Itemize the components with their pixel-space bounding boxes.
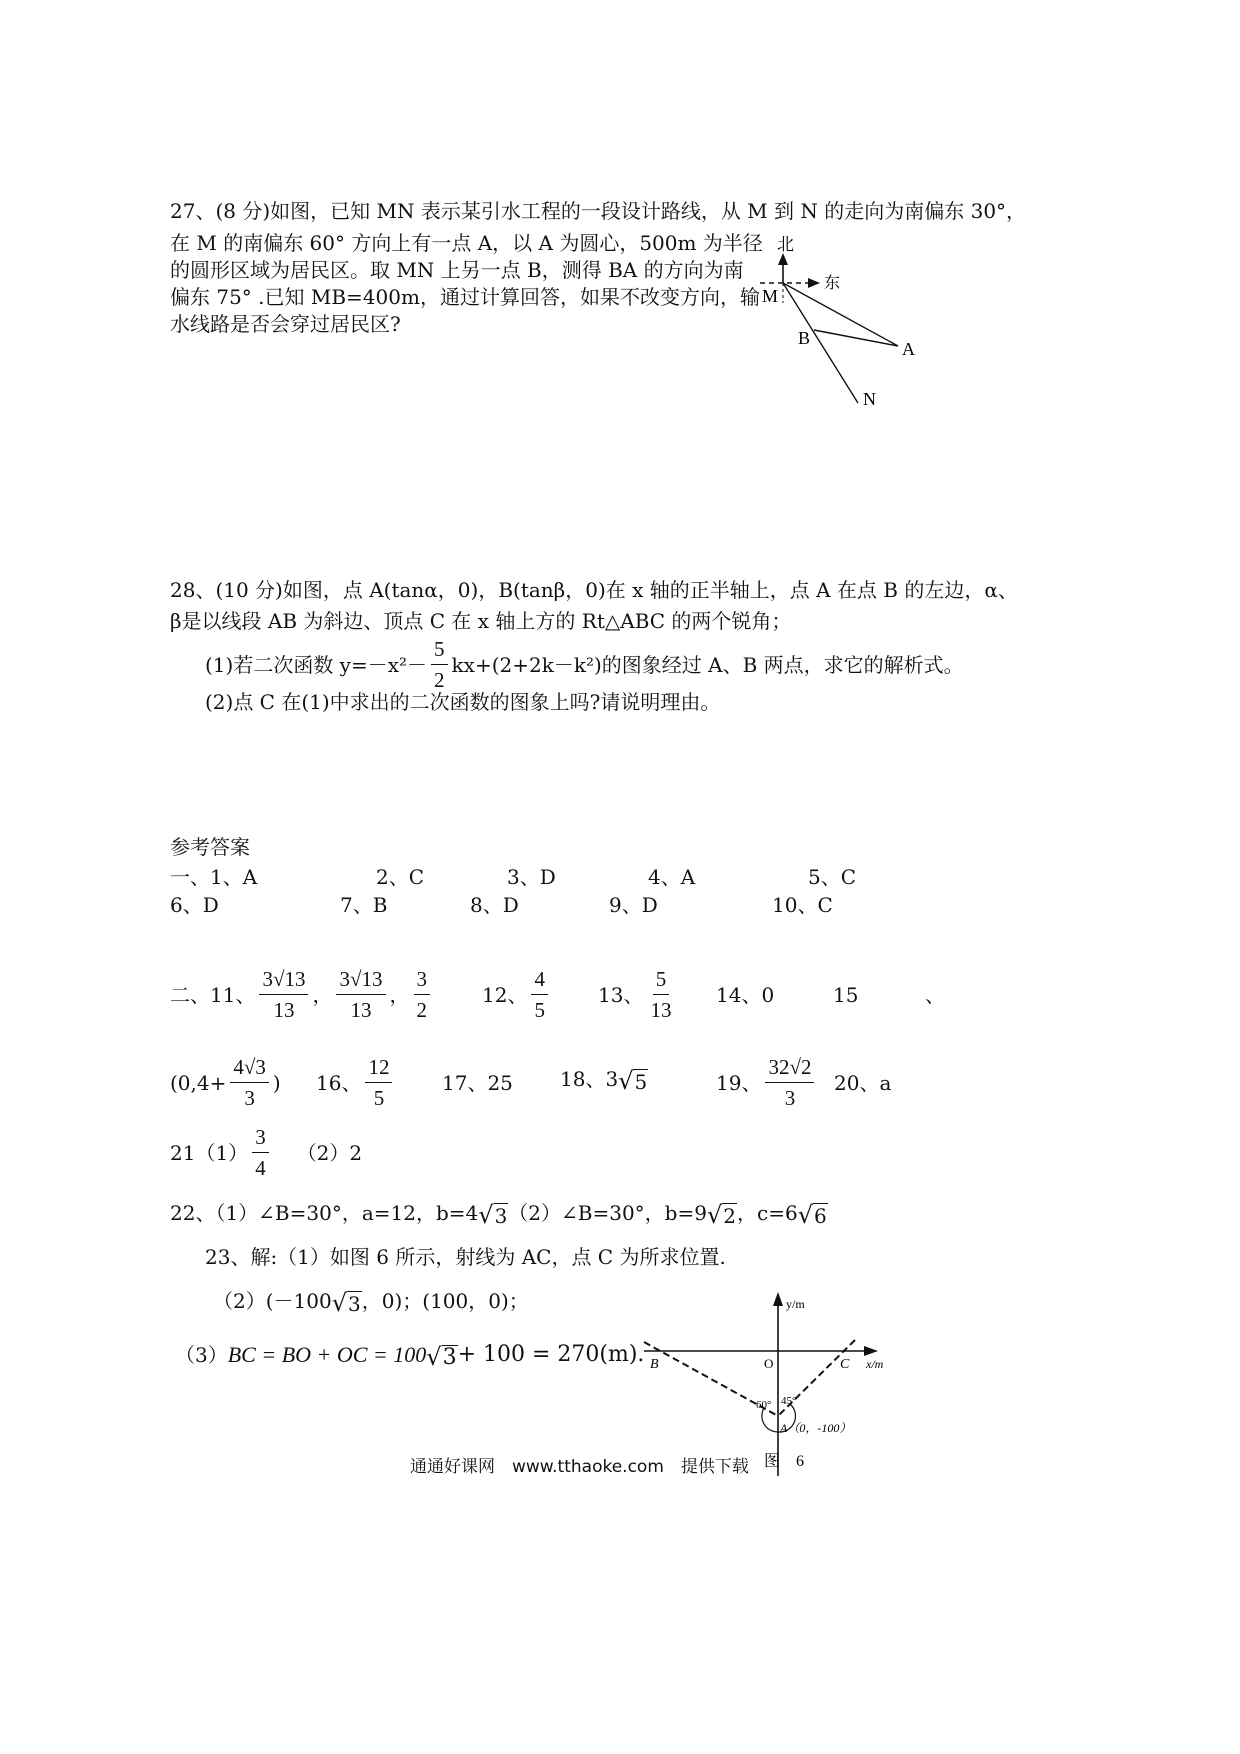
a11-fraction-2 xyxy=(336,964,385,1025)
a23-l3-post: + 100 = 270(m). xyxy=(457,1342,645,1367)
a16-fraction xyxy=(365,1052,392,1113)
a22-pre: 22、（1）∠B=30°，a=12，b=4 xyxy=(170,1201,479,1225)
a12-den: 5 xyxy=(534,998,545,1022)
answer-1: 一、1、A xyxy=(170,865,258,889)
a21-num: 3 xyxy=(252,1122,269,1153)
a21-fraction xyxy=(252,1122,269,1183)
answer-15-trail: 、 xyxy=(925,983,945,1007)
a11-fraction-3 xyxy=(414,964,431,1025)
a19-num: 32√2 xyxy=(765,1052,814,1083)
a22-radicand-1: 3 xyxy=(494,1204,508,1228)
a21-den: 4 xyxy=(255,1156,266,1180)
y-axis-label: y/m xyxy=(786,1297,805,1311)
a11-num-2: 3√13 xyxy=(336,964,385,995)
a23-l2-radicand: 3 xyxy=(348,1292,361,1316)
a23-l2-sqrt: √ 3 xyxy=(331,1289,361,1317)
a11-num-3: 3 xyxy=(414,964,431,995)
q28-p1-pre: (1)若二次函数 y=－x²－ xyxy=(205,652,428,677)
answer-7: 7、B xyxy=(340,893,388,917)
a23-l3-sqrt: √ 3 xyxy=(426,1343,457,1371)
a23-l3-pre: （3） xyxy=(175,1343,228,1367)
q27-line-1: 27、(8 分)如图，已知 MN 表示某引水工程的一段设计路线，从 M 到 N 的走向为南偏东 30°， xyxy=(170,199,1027,223)
a16-num: 12 xyxy=(365,1052,392,1083)
answer-16 xyxy=(316,1052,396,1113)
a22-sqrt-2: √ 2 xyxy=(706,1201,736,1229)
east-label: 东 xyxy=(824,275,841,292)
answer-15-label: 15 xyxy=(833,983,859,1007)
a23-l3-expr: BC = BO + OC = 100 xyxy=(227,1342,427,1367)
a21-part-2: （2）2 xyxy=(296,1140,363,1165)
answer-18 xyxy=(560,1064,648,1094)
q28-line-2: β是以线段 AB 为斜边、顶点 C 在 x 轴上方的 Rt△ABC 的两个锐角； xyxy=(170,609,792,633)
answer-17: 17、25 xyxy=(442,1071,513,1095)
a22-c: ，c=6 xyxy=(737,1201,798,1225)
a23-l2-post: ，0)；(100，0)； xyxy=(361,1289,529,1313)
answer-14: 14、0 xyxy=(716,983,775,1007)
a22-radicand-2: 2 xyxy=(723,1204,736,1228)
point-c-fig6: C xyxy=(840,1357,850,1372)
a11-sep-1: ， xyxy=(312,982,333,1007)
a22-mid: （2）∠B=30°，b=9 xyxy=(508,1201,707,1225)
point-a-fig6: A（0，-100） xyxy=(780,1421,852,1435)
answer-6: 6、D xyxy=(170,893,219,917)
angle-45-label: 45° xyxy=(781,1395,797,1407)
point-a-label: A xyxy=(902,339,915,359)
a13-label: 13、 xyxy=(598,982,644,1007)
section2-label: 二、11、 xyxy=(170,982,256,1007)
a22-sqrt-3: √ 6 xyxy=(797,1201,827,1229)
point-n-label: N xyxy=(863,389,876,409)
q28-part-2: (2)点 C 在(1)中求出的二次函数的图象上吗?请说明理由。 xyxy=(205,690,721,714)
angle-60-label: 60° xyxy=(756,1399,772,1411)
answer-22 xyxy=(170,1198,828,1228)
answer-4: 4、A xyxy=(648,865,696,889)
answer-11 xyxy=(170,964,434,1025)
answer-13 xyxy=(598,964,678,1025)
a19-label: 19、 xyxy=(716,1070,762,1095)
a15-fraction xyxy=(230,1052,269,1113)
answer-23-line-2 xyxy=(213,1286,529,1316)
x-axis-label: x/m xyxy=(866,1357,884,1371)
a15-pre: (0,4+ xyxy=(170,1070,227,1095)
answer-9: 9、D xyxy=(609,893,658,917)
a18-radicand: 5 xyxy=(634,1070,648,1094)
answer-21 xyxy=(170,1122,362,1183)
q28-p1-frac-den: 2 xyxy=(434,668,445,692)
answer-3: 3、D xyxy=(507,865,556,889)
q28-line-1: 28、(10 分)如图，点 A(tanα，0)，B(tanβ，0)在 x 轴的正半轴上，点 A 在点 B 的左边，α、 xyxy=(170,578,1018,602)
a18-sqrt: √ 5 xyxy=(618,1067,648,1095)
a21-label: 21（1） xyxy=(170,1140,249,1165)
q28-p1-frac-num: 5 xyxy=(431,634,448,665)
a23-l2-pre: （2）(－100 xyxy=(213,1289,332,1313)
answer-20: 20、a xyxy=(834,1071,892,1095)
origin-label: O xyxy=(764,1356,774,1371)
a22-radicand-3: 6 xyxy=(813,1204,827,1228)
a13-fraction xyxy=(647,964,674,1025)
a11-den-1: 13 xyxy=(273,998,295,1022)
north-label: 北 xyxy=(777,235,794,254)
a11-den-3: 2 xyxy=(416,998,428,1022)
a16-den: 5 xyxy=(373,1086,385,1110)
answer-12 xyxy=(482,964,552,1025)
a13-den: 13 xyxy=(650,998,672,1022)
a15-post: ) xyxy=(272,1070,281,1095)
footer-credit: 通通好课网 www.tthaoke.com 提供下载 xyxy=(410,1457,749,1477)
a15-den: 3 xyxy=(244,1086,255,1110)
a23-l3-radicand: 3 xyxy=(442,1345,457,1370)
a12-fraction xyxy=(531,964,548,1025)
a19-den: 3 xyxy=(784,1086,796,1110)
answer-5: 5、C xyxy=(808,865,857,889)
answer-23-line-1: 23、解:（1）如图 6 所示，射线为 AC，点 C 为所求位置. xyxy=(205,1245,726,1269)
a11-sep-2: ， xyxy=(389,982,410,1007)
a11-fraction-1 xyxy=(259,964,308,1025)
q27-line-5: 水线路是否会穿过居民区? xyxy=(170,312,401,336)
answer-15 xyxy=(170,1052,281,1113)
a19-fraction xyxy=(765,1052,814,1113)
point-b-label: B xyxy=(798,328,811,348)
answer-19 xyxy=(716,1052,818,1113)
a15-num: 4√3 xyxy=(230,1052,269,1083)
a18-label: 18、3 xyxy=(560,1067,619,1091)
q27-figure xyxy=(740,225,940,420)
q28-part-1 xyxy=(205,634,964,695)
point-b-fig6: B xyxy=(650,1357,659,1372)
a12-num: 4 xyxy=(531,964,548,995)
answers-heading: 参考答案 xyxy=(170,835,250,859)
answer-23-line-3 xyxy=(175,1340,644,1370)
q27-line-3: 的圆形区域为居民区。取 MN 上另一点 B，测得 BA 的方向为南 xyxy=(170,258,744,282)
answer-10: 10、C xyxy=(772,893,833,917)
q28-p1-fraction xyxy=(431,634,448,695)
answer-8: 8、D xyxy=(470,893,519,917)
point-m-label: M xyxy=(762,286,779,306)
q27-line-2: 在 M 的南偏东 60° 方向上有一点 A，以 A 为圆心，500m 为半径 xyxy=(170,231,763,255)
a11-den-2: 13 xyxy=(350,998,372,1022)
q27-line-4: 偏东 75° .已知 MB=400m，通过计算回答，如果不改变方向，输 xyxy=(170,285,760,309)
answer-2: 2、C xyxy=(376,865,425,889)
q28-p1-post: kx+(2+2k－k²)的图象经过 A、B 两点，求它的解析式。 xyxy=(451,652,964,677)
figure-6-caption: 图 6 xyxy=(764,1453,805,1470)
a13-num: 5 xyxy=(653,964,670,995)
a22-sqrt-1: √ 3 xyxy=(478,1201,508,1229)
a16-label: 16、 xyxy=(316,1070,362,1095)
a12-label: 12、 xyxy=(482,982,528,1007)
a11-num-1: 3√13 xyxy=(259,964,308,995)
